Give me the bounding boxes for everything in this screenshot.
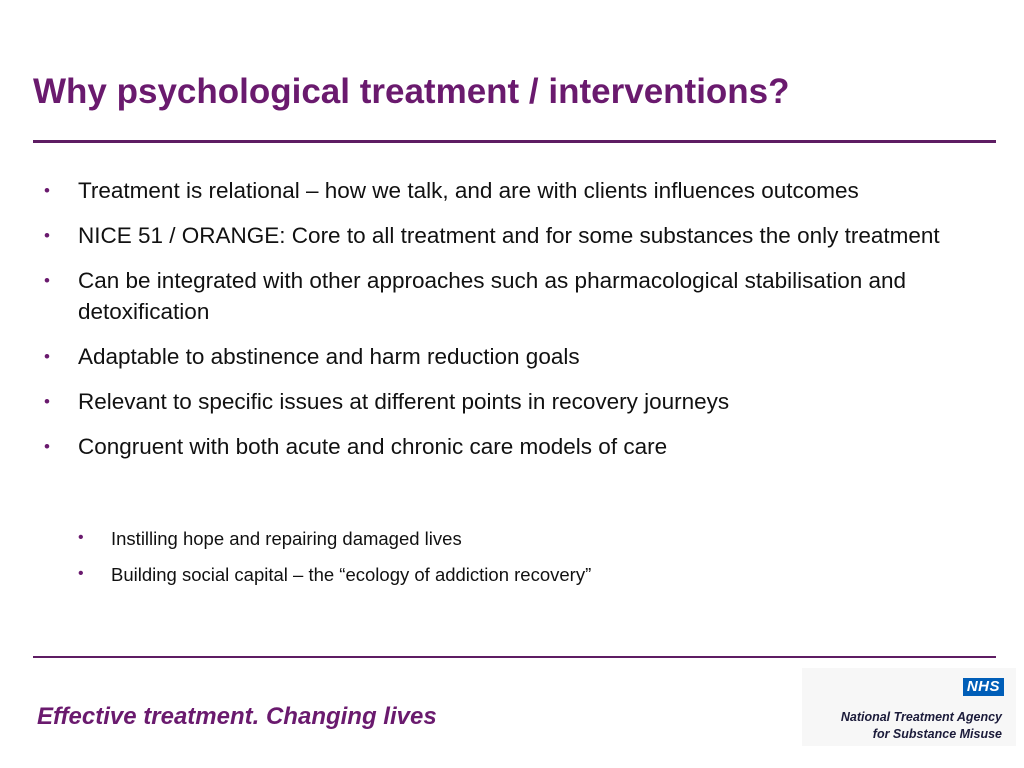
bullet-item — [44, 220, 974, 251]
nta-logo — [802, 668, 1016, 746]
bullet-marker: • — [44, 226, 50, 245]
footer-tagline: Effective treatment. Changing lives — [37, 703, 437, 730]
sub-bullet-marker: • — [78, 565, 84, 582]
bullet-marker: • — [44, 437, 50, 456]
slide-title: Why psychological treatment / interventions? — [33, 72, 790, 111]
nhs-logo-badge: NHS — [963, 678, 1004, 696]
agency-name-line1: National Treatment Agency — [840, 710, 1002, 724]
footer-divider — [33, 656, 996, 658]
bullet-marker: • — [44, 392, 50, 411]
bullet-marker: • — [44, 271, 50, 290]
bullet-item — [44, 175, 974, 206]
bullet-marker: • — [44, 347, 50, 366]
agency-name-line2: for Substance Misuse — [872, 727, 1002, 741]
title-divider — [33, 140, 996, 143]
sub-bullet-text: Instilling hope and repairing damaged lives — [111, 528, 462, 549]
sub-bullet-list — [78, 527, 591, 599]
sub-bullet-item — [78, 563, 591, 587]
bullet-item — [44, 431, 974, 462]
bullet-item — [44, 265, 974, 327]
bullet-text: Treatment is relational – how we talk, and are with clients influences outcomes — [78, 178, 859, 203]
bullet-list — [44, 175, 974, 476]
bullet-text: Congruent with both acute and chronic care models of care — [78, 434, 668, 459]
bullet-text: NICE 51 / ORANGE: Core to all treatment and for some substances the only treatment — [78, 223, 940, 248]
bullet-marker: • — [44, 181, 50, 200]
bullet-item — [44, 341, 974, 372]
sub-bullet-text: Building social capital – the “ecology of addiction recovery” — [111, 564, 592, 585]
sub-bullet-item — [78, 527, 591, 551]
bullet-text: Relevant to specific issues at different points in recovery journeys — [78, 389, 730, 414]
bullet-text: Adaptable to abstinence and harm reduction goals — [78, 344, 580, 369]
bullet-text: Can be integrated with other approaches such as pharmacological stabilisation and detoxification — [78, 268, 907, 324]
bullet-item — [44, 386, 974, 417]
sub-bullet-marker: • — [78, 529, 84, 546]
